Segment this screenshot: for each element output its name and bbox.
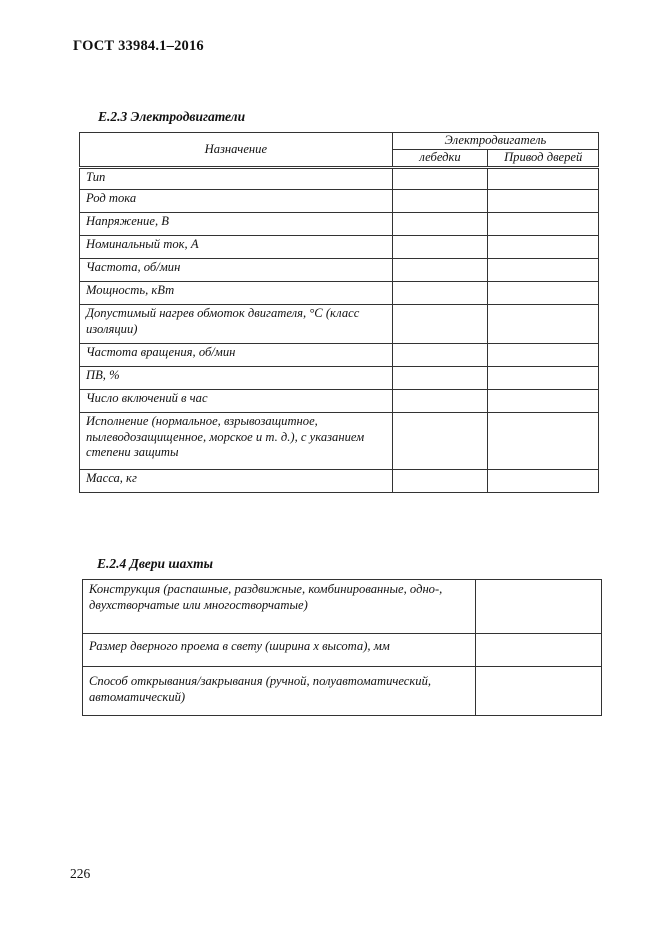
winch-value-cell	[392, 305, 488, 344]
door-value-cell	[488, 190, 599, 213]
shaft-doors-table	[82, 579, 602, 716]
row-label: Размер дверного проема в свету (ширина х высота), мм	[83, 634, 476, 667]
table-row	[80, 344, 599, 367]
table-row	[80, 367, 599, 390]
row-label: Частота, об/мин	[80, 259, 393, 282]
winch-value-cell	[392, 367, 488, 390]
door-value-cell	[488, 213, 599, 236]
row-label: Конструкция (распашные, раздвижные, комбинированные, одно-, двухстворчатые или многостворчатые)	[83, 580, 476, 634]
door-value-cell	[488, 390, 599, 413]
table-row	[80, 190, 599, 213]
door-value-cell	[488, 413, 599, 470]
door-value-cell	[488, 282, 599, 305]
winch-value-cell	[392, 390, 488, 413]
row-label: Частота вращения, об/мин	[80, 344, 393, 367]
winch-value-cell	[392, 190, 488, 213]
row-label: Род тока	[80, 190, 393, 213]
section-title-e24: Е.2.4 Двери шахты	[97, 556, 213, 571]
table-row	[80, 168, 599, 190]
table-row	[83, 667, 602, 716]
value-cell	[476, 667, 602, 716]
table-row	[80, 282, 599, 305]
table-row	[80, 236, 599, 259]
winch-value-cell	[392, 470, 488, 493]
row-label: Напряжение, В	[80, 213, 393, 236]
door-value-cell	[488, 305, 599, 344]
winch-value-cell	[392, 282, 488, 305]
value-cell	[476, 580, 602, 634]
table-row	[83, 634, 602, 667]
row-label: Способ открывания/закрывания (ручной, полуавтоматический, автоматический)	[83, 667, 476, 716]
motors-table	[79, 132, 599, 493]
header-motor-group: Электродвигатель	[392, 133, 598, 150]
winch-value-cell	[392, 259, 488, 282]
door-value-cell	[488, 470, 599, 493]
header-door-drive: Привод дверей	[488, 150, 599, 168]
table-row	[80, 305, 599, 344]
value-cell	[476, 634, 602, 667]
winch-value-cell	[392, 236, 488, 259]
table-row	[80, 390, 599, 413]
row-label: Номинальный ток, А	[80, 236, 393, 259]
page-number: 226	[70, 866, 91, 881]
row-label: Допустимый нагрев обмоток двигателя, °С (класс изоляции)	[80, 305, 393, 344]
document-header: ГОСТ 33984.1–2016	[73, 38, 204, 54]
table-row	[80, 470, 599, 493]
winch-value-cell	[392, 413, 488, 470]
row-label: Число включений в час	[80, 390, 393, 413]
table-row	[80, 259, 599, 282]
table-row	[83, 580, 602, 634]
section-title-e23: Е.2.3 Электродвигатели	[98, 109, 246, 124]
row-label: Масса, кг	[80, 470, 393, 493]
door-value-cell	[488, 367, 599, 390]
door-value-cell	[488, 168, 599, 190]
table-row	[80, 413, 599, 470]
door-value-cell	[488, 259, 599, 282]
row-label: Исполнение (нормальное, взрывозащитное, пылеводозащищенное, морское и т. д.), с указанием степени защиты	[80, 413, 393, 470]
table-row	[80, 213, 599, 236]
winch-value-cell	[392, 213, 488, 236]
winch-value-cell	[392, 344, 488, 367]
row-label: ПВ, %	[80, 367, 393, 390]
door-value-cell	[488, 236, 599, 259]
row-label: Тип	[80, 168, 393, 190]
row-label: Мощность, кВт	[80, 282, 393, 305]
winch-value-cell	[392, 168, 488, 190]
header-winch: лебедки	[392, 150, 488, 168]
header-purpose: Назначение	[80, 133, 393, 168]
door-value-cell	[488, 344, 599, 367]
